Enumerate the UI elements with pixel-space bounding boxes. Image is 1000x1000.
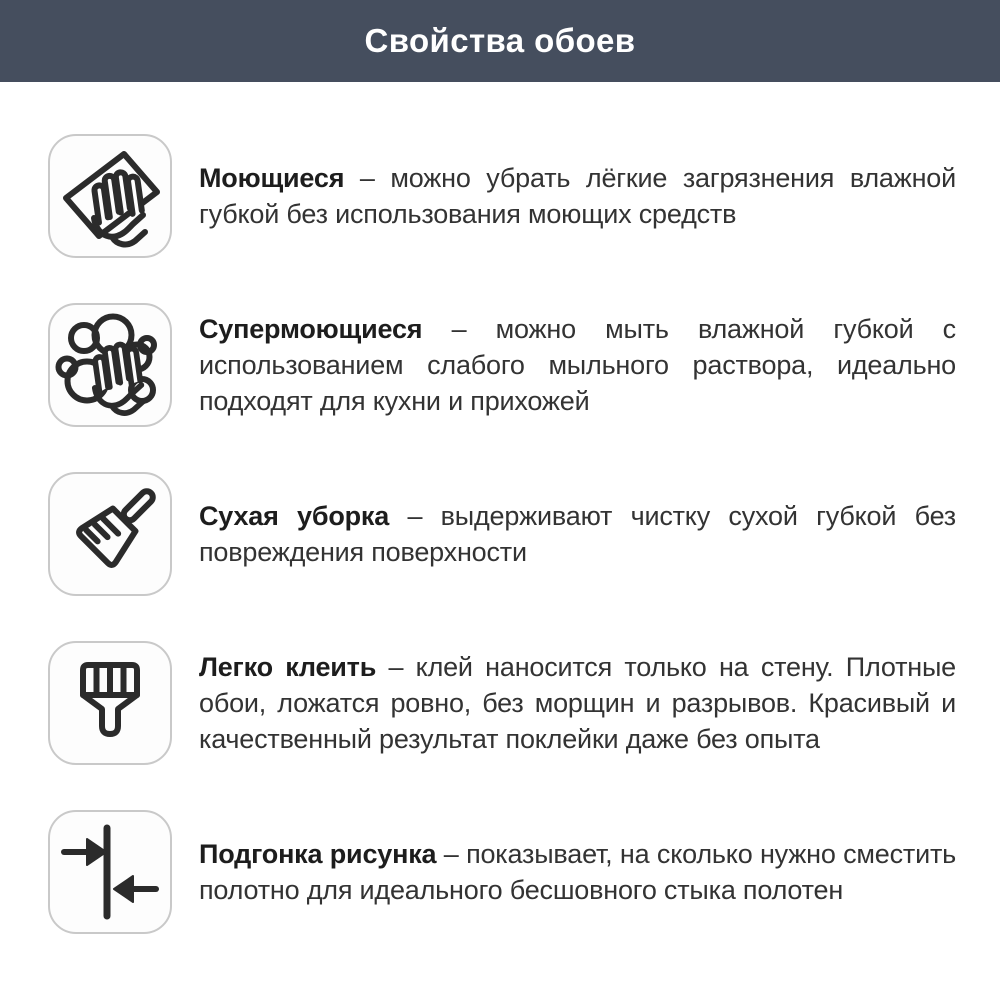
feature-description: – показывает, на сколько нужно сместить полотно для идеального бесшовного стыка полотен: [199, 839, 956, 905]
feature-term: Сухая уборка: [199, 501, 390, 531]
features-list: [0, 82, 1000, 934]
page-title: Свойства обоев: [364, 22, 636, 59]
feature-term: Супермоющиеся: [199, 314, 423, 344]
soap-hand-icon: [48, 303, 172, 427]
feature-row-dry-cleaning: [48, 472, 956, 596]
feature-description: – можно убрать лёгкие загрязнения влажной губкой без использования моющих средств: [199, 163, 956, 229]
feature-text: [199, 836, 956, 908]
feature-row-easy-glue: [48, 641, 956, 765]
pattern-match-icon: [48, 810, 172, 934]
page-header: [0, 0, 1000, 82]
feature-term: Моющиеся: [199, 163, 345, 193]
feature-text: [199, 160, 956, 232]
feature-description: – клей наносится только на стену. Плотные обои, ложатся ровно, без морщин и разрывов. Красивый и качественный результат поклейки даже без опыта: [199, 652, 956, 754]
feature-description: – можно мыть влажной губкой с использованием слабого мыльного раствора, идеально подходят для кухни и прихожей: [199, 314, 956, 416]
broom-icon: [48, 472, 172, 596]
feature-term: Подгонка рисунка: [199, 839, 437, 869]
paintbrush-icon: [48, 641, 172, 765]
feature-text: [199, 498, 956, 570]
feature-term: Легко клеить: [199, 652, 377, 682]
feature-row-washable: [48, 134, 956, 258]
feature-row-super-washable: [48, 303, 956, 427]
wipe-hand-icon: [48, 134, 172, 258]
feature-description: – выдерживают чистку сухой губкой без повреждения поверхности: [199, 501, 956, 567]
feature-text: [199, 311, 956, 419]
feature-text: [199, 649, 956, 757]
feature-row-pattern-match: [48, 810, 956, 934]
